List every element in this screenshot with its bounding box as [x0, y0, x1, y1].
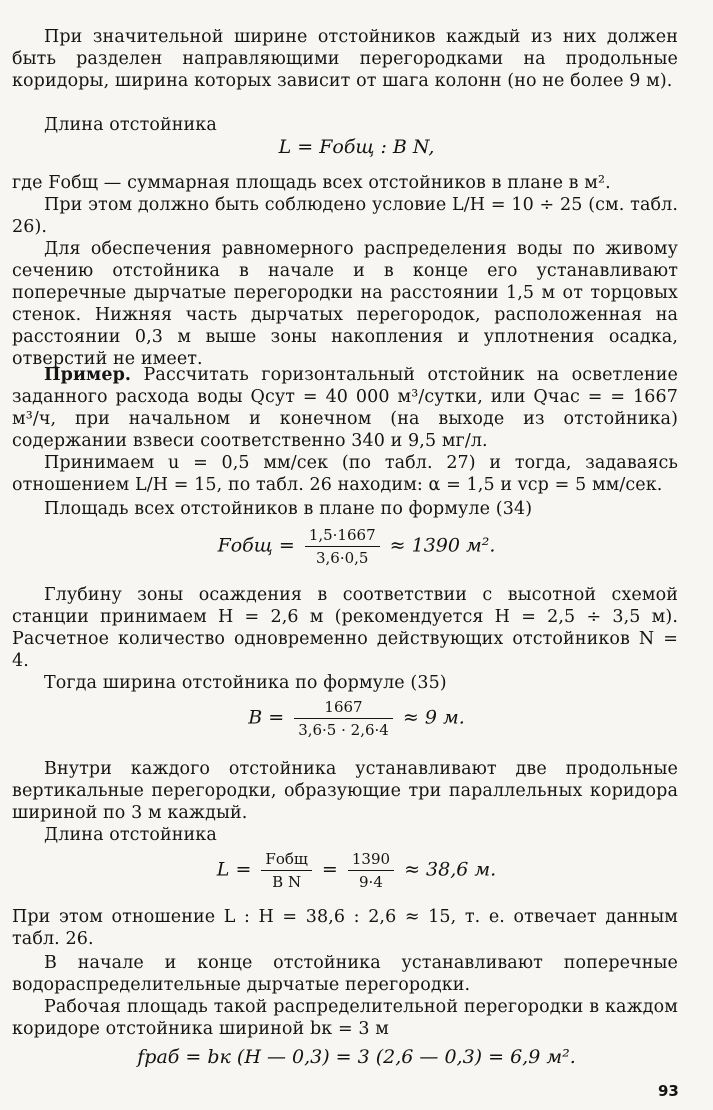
eq-length-lhs: L =	[216, 858, 252, 881]
paragraph-accept: Принимаем u = 0,5 мм/сек (по табл. 27) и тогда, задаваясь отношением L/H = 15, по табл. 26 находим: α = 1,5 и vср = 5 мм/сек.	[12, 453, 678, 495]
equation-width	[0, 698, 713, 739]
eq-area-numerator: 1,5·1667	[305, 526, 380, 547]
eq-area-denominator: 3,6·0,5	[315, 549, 369, 567]
paragraph-distribution: Для обеспечения равномерного распределения воды по живому сечению отстойника в начале и в конце его устанавливают поперечные дырчатые перегородки на расстоянии 1,5 м от торцовых стенок. Нижняя часть дырчатых перегородок, расположенная на расстоянии 0,3 м выше зоны накопления и уплотнения осадка, отверстий не имеет.	[12, 239, 678, 369]
eq-length-fraction-1	[261, 850, 311, 891]
paragraph-partitions: Внутри каждого отстойника устанавливают две продольные вертикальные перегородки, образующие три параллельных коридора шириной по 3 м каждый.	[12, 759, 678, 823]
paragraph-water-distribution: В начале и конце отстойника устанавливают поперечные водораспределительные дырчатые перегородки.	[12, 953, 678, 995]
page-number: 93	[658, 1082, 679, 1100]
equation-working-area: fраб = bк (H — 0,3) = 3 (2,6 — 0,3) = 6,9 м².	[137, 1046, 576, 1068]
paragraph-corridors: При значительной ширине отстойников каждый из них должен быть разделен направляющими перегородками на продольные коридоры, ширина которых зависит от шага колонн (но не более 9 м).	[12, 27, 678, 91]
paragraph-where: где Fобщ — суммарная площадь всех отстойников в плане в м².	[12, 173, 611, 193]
eq-width-lhs: B =	[248, 706, 285, 729]
paragraph-depth: Глубину зоны осаждения в соответствии с высотной схемой станции принимаем H = 2,6 м (рекомендуется H = 2,5 ÷ 3,5 м). Расчетное количество одновременно действующих отстойников N = 4.	[12, 585, 678, 671]
eq-length-denominator-2: 9·4	[359, 873, 383, 891]
equation-length: L = Fобщ : B N,	[278, 136, 435, 158]
eq-width-denominator: 3,6·5 · 2,6·4	[298, 721, 389, 739]
example-text: Рассчитать горизонтальный отстойник на осветление заданного расхода воды Qсут = 40 000 м³/сутки, или Qчас = = 1667 м³/ч, при начальном и конечном (на выходе из отстойника) содержании взвеси соответственно 340 и 9,5 мг/л.	[12, 365, 679, 451]
paragraph-area-formula: Площадь всех отстойников в плане по формуле (34)	[44, 499, 533, 519]
eq-length-rhs: ≈ 38,6 м.	[404, 858, 497, 881]
eq-length-denominator-1: B N	[272, 873, 302, 891]
equation-area	[0, 526, 713, 567]
eq-width-numerator: 1667	[294, 698, 393, 719]
eq-length-fraction-2	[348, 850, 394, 891]
paragraph-length-label: Длина отстойника	[44, 115, 217, 135]
eq-length-numerator-1: Fобщ	[261, 850, 311, 871]
eq-width-rhs: ≈ 9 м.	[402, 706, 465, 729]
equation-length-calc	[0, 850, 713, 891]
eq-length-mid: =	[321, 858, 338, 881]
paragraph-working-area: Рабочая площадь такой распределительной перегородки в каждом коридоре отстойника шириной bк = 3 м	[12, 997, 678, 1039]
paragraph-ratio: При этом отношение L : H = 38,6 : 2,6 ≈ 15, т. е. отвечает данным табл. 26.	[12, 907, 678, 949]
eq-area-fraction	[305, 526, 380, 567]
paragraph-example	[12, 364, 678, 452]
eq-area-rhs: ≈ 1390 м².	[389, 534, 496, 557]
example-label: Пример.	[44, 365, 132, 385]
eq-length-numerator-2: 1390	[348, 850, 394, 871]
paragraph-width-formula: Тогда ширина отстойника по формуле (35)	[44, 673, 447, 693]
eq-width-fraction	[294, 698, 393, 739]
eq-area-lhs: Fобщ =	[217, 534, 295, 557]
paragraph-length-label-2: Длина отстойника	[44, 825, 217, 845]
paragraph-condition: При этом должно быть соблюдено условие L/H = 10 ÷ 25 (см. табл. 26).	[12, 195, 678, 237]
